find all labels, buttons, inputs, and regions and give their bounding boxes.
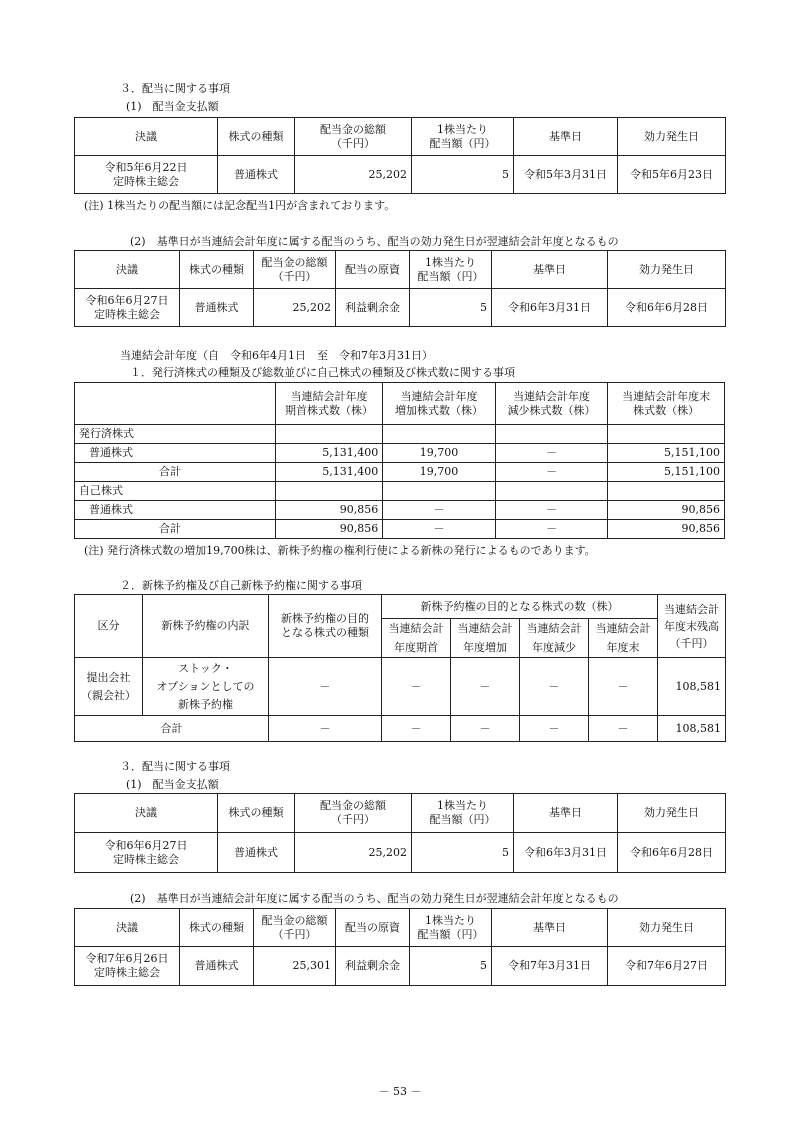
col-header-zoka: 当連結会計年度 増加株式数（株） (383, 383, 496, 425)
cell-koryoku: 令和5年6月23日 (618, 156, 726, 194)
section-heading-dividend: ３．配当に関する事項 (120, 760, 230, 773)
cell-zoka: 19,700 (383, 463, 496, 482)
col-header-ketsugi: 決議 (75, 794, 218, 833)
cell-koryoku: 令和6年6月28日 (608, 289, 726, 327)
cell-zoka: － (383, 501, 496, 520)
cell-zoka: － (451, 658, 520, 716)
cell-kishu: － (382, 716, 451, 742)
col-header-gensi: 配当の原資 (336, 909, 410, 947)
cell-ketsugi: 令和7年6月26日 定時株主総会 (75, 947, 180, 986)
cell-sogaku: 25,202 (295, 833, 412, 873)
col-header-sogaku: 配当金の総額 （千円） (254, 251, 336, 289)
col-header-per-share: 1株当たり 配当額（円） (410, 909, 492, 947)
note-share-increase: (注) 発行済株式数の増加19,700株は、新株予約権の権利行使による新株の発行によるものであります。 (84, 544, 596, 557)
row-label-total: 合計 (75, 716, 269, 742)
cell-per-share: 5 (410, 947, 492, 986)
cell-gensho: － (520, 658, 589, 716)
col-header-kabushiki: 株式の種類 (180, 909, 254, 947)
col-header-gensho: 当連結会計年度 減少株式数（株） (495, 383, 608, 425)
cell-kimatsu: － (589, 716, 658, 742)
cell-kishu: 5,131,400 (275, 444, 382, 463)
col-header-kabushiki: 株式の種類 (218, 118, 295, 156)
row-label-hakko: 発行済株式 (75, 425, 276, 444)
dividend-next-table-prev (74, 250, 726, 327)
cell-koryoku: 令和7年6月27日 (608, 947, 726, 986)
col-header-koryoku: 効力発生日 (608, 909, 726, 947)
col-header-sogaku: 配当金の総額 （千円） (254, 909, 336, 947)
col-header-naiyo: 新株予約権の内訳 (143, 595, 269, 658)
cell-kijunbi: 令和6年3月31日 (514, 833, 618, 873)
cell-kimatsu: － (589, 658, 658, 716)
cell-mokuteki: － (269, 716, 382, 742)
col-header-kijunbi: 基準日 (514, 794, 618, 833)
section-heading-dividend: ３．配当に関する事項 (120, 82, 230, 95)
cell-zandaka: 108,581 (658, 658, 726, 716)
issued-shares-table (74, 382, 725, 539)
cell-kabushiki: 普通株式 (218, 833, 295, 873)
cell-kimatsu: 90,856 (608, 501, 725, 520)
cell-gensho: － (495, 444, 608, 463)
col-header-per-share: 1株当たり 配当額（円） (412, 118, 514, 156)
page-number: － 53 － (378, 1085, 422, 1098)
cell-sogaku: 25,301 (254, 947, 336, 986)
cell-naiyo: ストック・ オプションとしての 新株予約権 (143, 658, 269, 716)
cell-ketsugi: 令和6年6月27日 定時株主総会 (75, 833, 218, 873)
row-label-total: 合計 (75, 520, 276, 539)
col-header-kimatsu: 当連結会計 年度末 (589, 619, 658, 658)
cell-mokuteki: － (269, 658, 382, 716)
col-header-mokuteki: 新株予約権の目的 となる株式の種類 (269, 595, 382, 658)
cell-kishu: － (382, 658, 451, 716)
cell-zoka: 19,700 (383, 444, 496, 463)
dividend-paid-table-current (74, 793, 726, 873)
col-header-kabushiki: 株式の種類 (180, 251, 254, 289)
cell-gensho: － (495, 501, 608, 520)
cell-sogaku: 25,202 (254, 289, 336, 327)
cell-gensho: － (495, 520, 608, 539)
cell-per-share: 5 (412, 833, 514, 873)
col-header-kimatsu: 当連結会計年度末 株式数（株） (608, 383, 725, 425)
row-label-total: 合計 (75, 463, 276, 482)
col-header-zoka: 当連結会計 年度増加 (451, 619, 520, 658)
cell-gensi: 利益剰余金 (336, 947, 410, 986)
cell-per-share: 5 (410, 289, 492, 327)
cell-kabushiki: 普通株式 (180, 289, 254, 327)
col-header-sogaku: 配当金の総額 （千円） (295, 794, 412, 833)
row-label-futsu: 普通株式 (75, 501, 276, 520)
section-heading-shares: １．発行済株式の種類及び総数並びに自己株式の種類及び株式数に関する事項 (130, 366, 515, 379)
col-header-ketsugi: 決議 (75, 251, 180, 289)
cell-zoka: － (383, 520, 496, 539)
cell-kijunbi: 令和7年3月31日 (492, 947, 608, 986)
col-header-koryoku: 効力発生日 (608, 251, 726, 289)
subheading-next-year-dividend: (2) 基準日が当連結会計年度に属する配当のうち、配当の効力発生日が翌連結会計年度となるもの (130, 235, 619, 248)
cell-koryoku: 令和6年6月28日 (618, 833, 726, 873)
cell-gensho: － (495, 463, 608, 482)
col-header-kijunbi: 基準日 (492, 251, 608, 289)
cell-per-share: 5 (412, 156, 514, 194)
period-heading: 当連結会計年度（自 令和6年4月1日 至 令和7年3月31日） (120, 349, 433, 362)
section-heading-options: ２．新株予約権及び自己新株予約権に関する事項 (120, 579, 362, 592)
col-header-kijunbi: 基準日 (514, 118, 618, 156)
col-header-koryoku: 効力発生日 (618, 118, 726, 156)
col-header-kubun: 区分 (75, 595, 143, 658)
cell-kimatsu: 90,856 (608, 520, 725, 539)
cell-kijunbi: 令和6年3月31日 (492, 289, 608, 327)
subheading-dividend-paid: (1) 配当金支払額 (126, 100, 219, 113)
cell-zoka: － (451, 716, 520, 742)
col-header-zandaka: 当連結会計 年度末残高 （千円） (658, 595, 726, 658)
cell-kijunbi: 令和5年3月31日 (514, 156, 618, 194)
dividend-paid-table-prev (74, 117, 726, 194)
cell-zandaka: 108,581 (658, 716, 726, 742)
col-header-group: 新株予約権の目的となる株式の数（株） (382, 595, 658, 619)
cell-sogaku: 25,202 (295, 156, 412, 194)
col-header-ketsugi: 決議 (75, 118, 218, 156)
col-header-kishu: 当連結会計年度 期首株式数（株） (275, 383, 382, 425)
dividend-next-table-current (74, 908, 726, 986)
row-label-futsu: 普通株式 (75, 444, 276, 463)
col-header-kijunbi: 基準日 (492, 909, 608, 947)
col-header-blank (75, 383, 276, 425)
col-header-per-share: 1株当たり 配当額（円） (410, 251, 492, 289)
cell-gensho: － (520, 716, 589, 742)
col-header-kishu: 当連結会計 年度期首 (382, 619, 451, 658)
col-header-sogaku: 配当金の総額 （千円） (295, 118, 412, 156)
cell-kubun: 提出会社 （親会社） (75, 658, 143, 716)
subheading-dividend-paid: (1) 配当金支払額 (126, 778, 219, 791)
cell-kabushiki: 普通株式 (180, 947, 254, 986)
subheading-next-year-dividend: (2) 基準日が当連結会計年度に属する配当のうち、配当の効力発生日が翌連結会計年度となるもの (130, 892, 619, 905)
cell-kabushiki: 普通株式 (218, 156, 295, 194)
cell-kimatsu: 5,151,100 (608, 444, 725, 463)
col-header-koryoku: 効力発生日 (618, 794, 726, 833)
col-header-gensi: 配当の原資 (336, 251, 410, 289)
col-header-ketsugi: 決議 (75, 909, 180, 947)
stock-options-table (74, 594, 726, 742)
cell-kimatsu: 5,151,100 (608, 463, 725, 482)
cell-ketsugi: 令和6年6月27日 定時株主総会 (75, 289, 180, 327)
cell-kishu: 5,131,400 (275, 463, 382, 482)
col-header-gensho: 当連結会計 年度減少 (520, 619, 589, 658)
col-header-kabushiki: 株式の種類 (218, 794, 295, 833)
row-label-jiko: 自己株式 (75, 482, 276, 501)
cell-ketsugi: 令和5年6月22日 定時株主総会 (75, 156, 218, 194)
cell-kishu: 90,856 (275, 501, 382, 520)
cell-kishu: 90,856 (275, 520, 382, 539)
col-header-per-share: 1株当たり 配当額（円） (412, 794, 514, 833)
note-kinen-haito: (注) 1株当たりの配当額には記念配当1円が含まれております。 (84, 199, 396, 212)
cell-gensi: 利益剰余金 (336, 289, 410, 327)
